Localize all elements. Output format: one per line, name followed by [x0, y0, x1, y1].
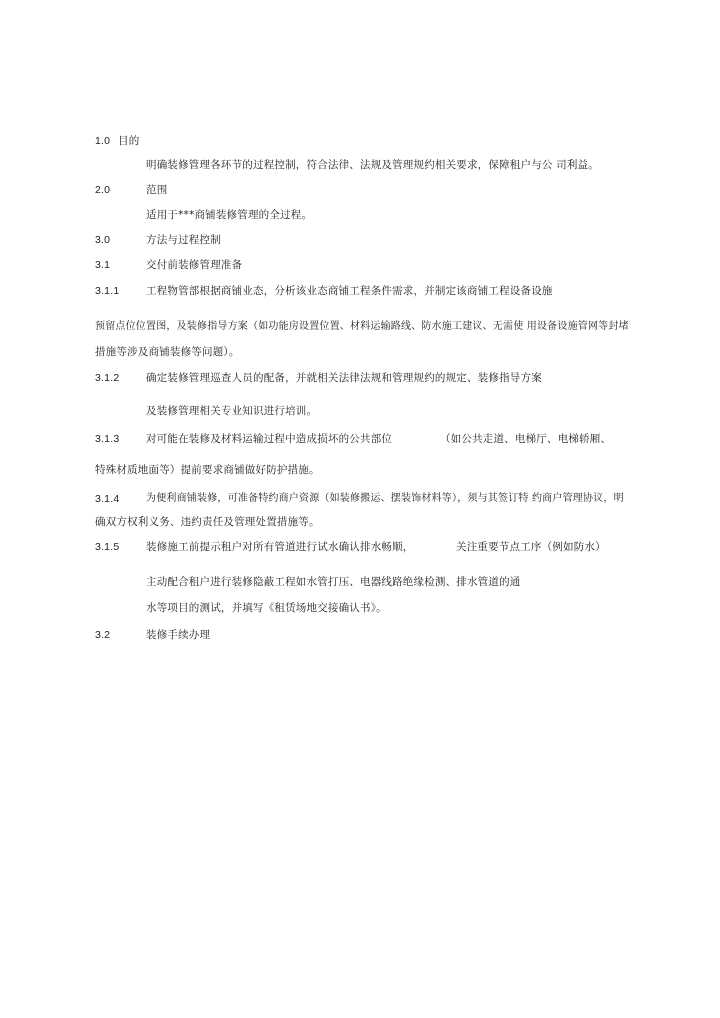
section-number: 3.1.4 [95, 493, 120, 505]
paragraph-line: 主动配合租户进行装修隐蔽工程如水管打压、电器线路绝缘检测、排水管道的通 [146, 576, 521, 588]
section-number: 3.1.1 [95, 285, 120, 297]
section-title: 目的 [118, 135, 140, 147]
paragraph-line: 水等项目的测试，并填写《租赁场地交接确认书》。 [146, 602, 387, 614]
paragraph-line: （如公共走道、电梯厅、电梯轿厢、 [440, 433, 612, 445]
paragraph-line: 措施等涉及商铺装修等问题）。 [95, 346, 240, 358]
paragraph-line: 装修施工前提示租户对所有管道进行试水确认排水畅顺， [146, 541, 414, 553]
section-number: 3.1.3 [95, 433, 120, 445]
section-title: 范围 [146, 184, 168, 196]
section-number: 3.1.2 [95, 372, 120, 384]
section-title: 方法与过程控制 [146, 234, 221, 246]
section-number: 3.0 [95, 234, 111, 246]
paragraph-line: 及装修管理相关专业知识进行培训。 [146, 405, 318, 417]
section-number: 3.2 [95, 629, 111, 641]
paragraph-line: 预留点位位置图，及装修指导方案（如功能房设置位置、材料运输路线、防水施工建议、无需使 用设备设施管网等封堵 [95, 321, 629, 332]
section-number: 2.0 [95, 184, 111, 196]
paragraph-line: 对可能在装修及材料运输过程中造成损坏的公共部位 [146, 433, 393, 445]
paragraph-line: 特殊材质地面等）提前要求商铺做好防护措施。 [95, 464, 320, 476]
paragraph-line: 为便利商铺装修，可准备特约商户资源（如装修搬运、摆装饰材料等），须与其签订特 约商户管理协议，明 [146, 493, 624, 504]
paragraph-line: 适用于***商铺装修管理的全过程。 [146, 209, 313, 221]
section-number: 3.1 [95, 259, 111, 271]
paragraph-line: 确双方权利义务、违约责任及管理处置措施等。 [95, 516, 320, 528]
paragraph-line: 确定装修管理巡查人员的配备，并就相关法律法规和管理规约的规定、装修指导方案 [146, 372, 542, 384]
section-number: 1.0 [95, 135, 111, 147]
paragraph-line: 明确装修管理各环节的过程控制，符合法律、法规及管理规约相关要求，保障租户与公 司利益。 [146, 159, 599, 171]
paragraph-line: 工程物管部根据商铺业态，分析该业态商铺工程条件需求，并制定该商铺工程设备设施 [146, 285, 553, 297]
section-number: 3.1.5 [95, 541, 120, 553]
section-title: 装修手续办理 [146, 629, 211, 641]
paragraph-line: 关注重要节点工序（例如防水） [456, 541, 606, 553]
section-title: 交付前装修管理准备 [146, 259, 243, 271]
